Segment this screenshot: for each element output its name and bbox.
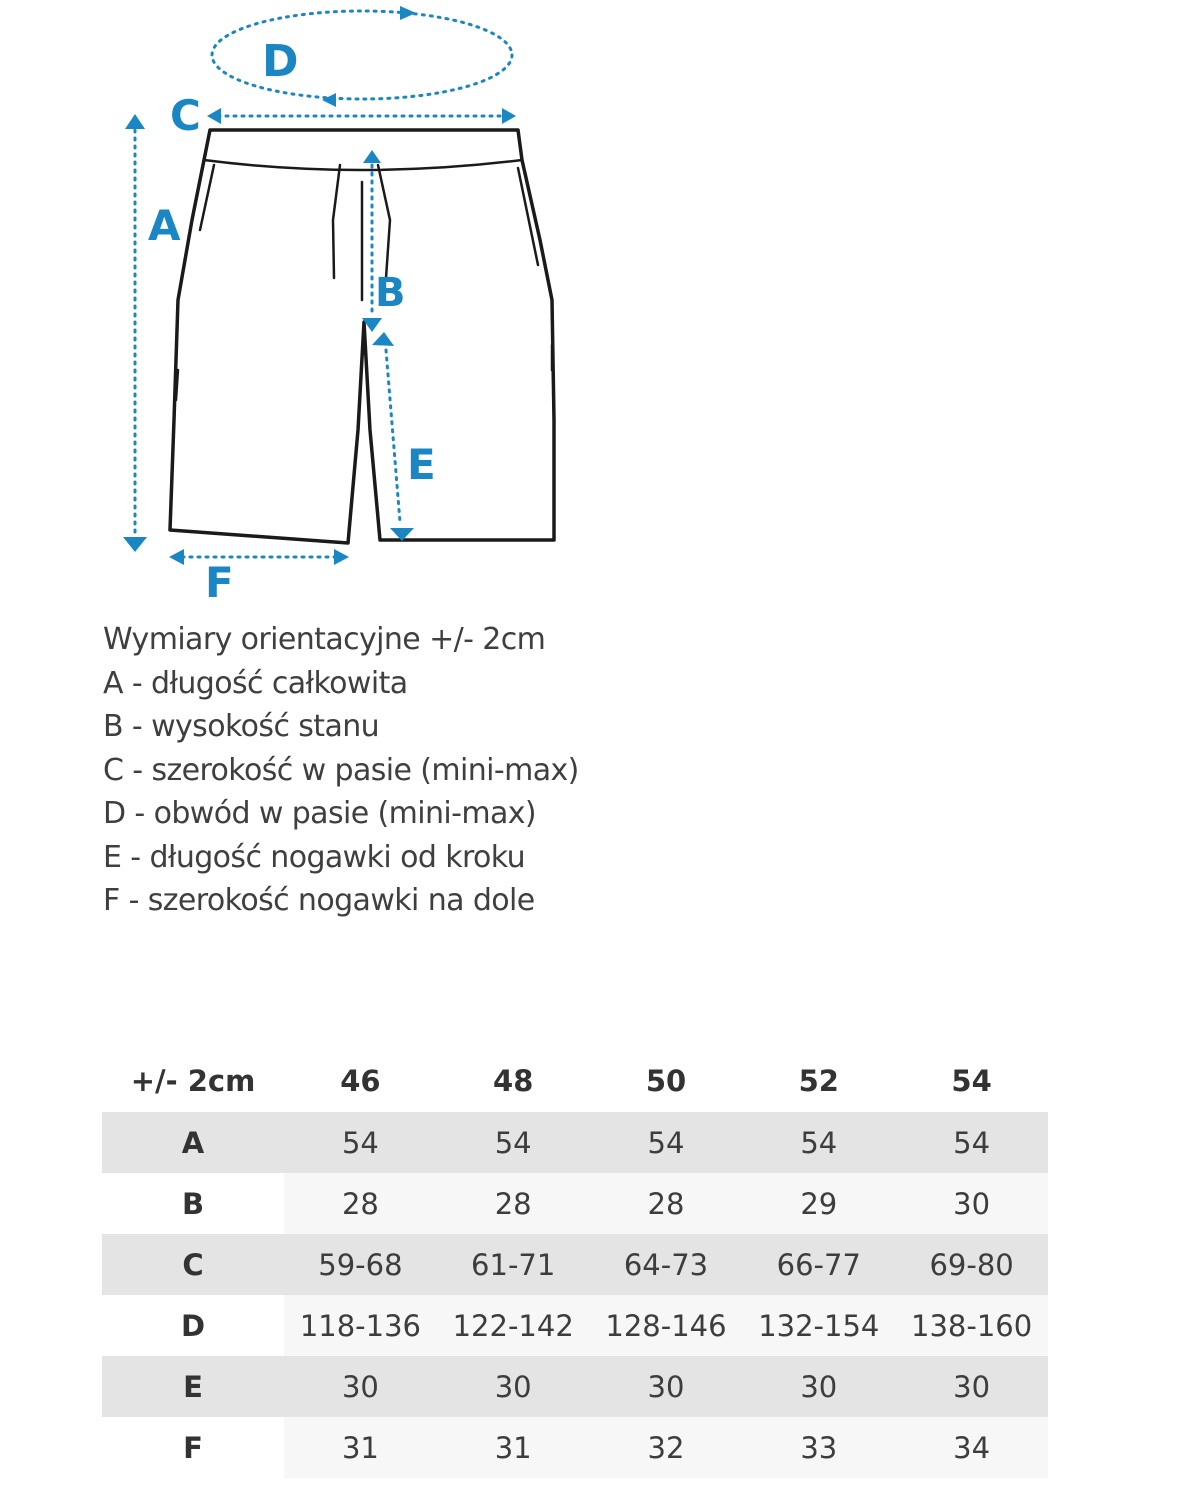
- table-cell: 59-68: [284, 1234, 437, 1295]
- label-e: E: [407, 440, 436, 489]
- label-d: D: [262, 36, 299, 87]
- table-row: [102, 1356, 1048, 1417]
- a-arrow-down-icon: [123, 537, 147, 552]
- corner-header: +/- 2cm: [130, 1064, 256, 1098]
- row-label: C: [102, 1234, 284, 1295]
- size-header: 48: [493, 1064, 534, 1098]
- waistband-line: [204, 160, 522, 170]
- f-arrow-left-icon: [169, 549, 184, 565]
- table-cell: 54: [437, 1112, 590, 1173]
- d-arrow-icon: [322, 93, 336, 107]
- size-header: 52: [798, 1064, 839, 1098]
- table-cell: 132-154: [742, 1295, 895, 1356]
- table-cell: 30: [590, 1356, 743, 1417]
- a-arrow-up-icon: [125, 114, 145, 129]
- row-label: A: [102, 1112, 284, 1173]
- table-cell: 29: [742, 1173, 895, 1234]
- legend-item-d: D - obwód w pasie (mini-max): [103, 796, 537, 831]
- f-arrow-right-icon: [334, 549, 349, 565]
- label-b: B: [375, 270, 406, 316]
- shorts-measurement-diagram: [0, 0, 620, 610]
- table-row: [102, 1173, 1048, 1234]
- table-cell: 28: [437, 1173, 590, 1234]
- row-label: F: [102, 1417, 284, 1478]
- size-table: [102, 1050, 1048, 1478]
- legend-item-e: E - długość nogawki od kroku: [103, 839, 526, 875]
- size-header: 46: [340, 1064, 381, 1098]
- table-cell: 118-136: [284, 1295, 437, 1356]
- e-arrow-up-icon: [372, 332, 394, 346]
- table-row: [102, 1234, 1048, 1295]
- table-cell: 28: [590, 1173, 743, 1234]
- legend-item-c: C - szerokość w pasie (mini-max): [103, 752, 579, 788]
- label-a: A: [148, 201, 181, 250]
- size-header: 54: [951, 1064, 992, 1098]
- table-cell: 30: [437, 1356, 590, 1417]
- size-header: 50: [645, 1064, 687, 1098]
- c-arrow-right-icon: [502, 108, 516, 124]
- legend-title: Wymiary orientacyjne +/- 2cm: [103, 622, 546, 657]
- table-cell: 66-77: [742, 1234, 895, 1295]
- row-label: D: [102, 1295, 284, 1356]
- legend-item-f: F - szerokość nogawki na dole: [103, 883, 535, 918]
- table-cell: 30: [742, 1356, 895, 1417]
- c-arrow-left-icon: [207, 108, 221, 124]
- table-cell: 69-80: [895, 1234, 1048, 1295]
- table-cell: 128-146: [590, 1295, 743, 1356]
- table-cell: 64-73: [590, 1234, 743, 1295]
- table-cell: 54: [284, 1112, 437, 1173]
- table-cell: 31: [284, 1417, 437, 1478]
- label-f: F: [205, 558, 234, 607]
- row-label: B: [102, 1173, 284, 1234]
- table-row: [102, 1295, 1048, 1356]
- table-cell: 138-160: [895, 1295, 1048, 1356]
- drawstring-left: [333, 165, 340, 278]
- table-cell: 61-71: [437, 1234, 590, 1295]
- b-arrow-up-icon: [363, 150, 381, 163]
- table-cell: 30: [895, 1173, 1048, 1234]
- table-cell: 30: [895, 1356, 1048, 1417]
- table-header-row: [102, 1050, 1048, 1112]
- label-c: C: [170, 91, 201, 140]
- table-cell: 54: [742, 1112, 895, 1173]
- table-cell: 30: [284, 1356, 437, 1417]
- table-cell: 122-142: [437, 1295, 590, 1356]
- table-cell: 54: [895, 1112, 1048, 1173]
- table-cell: 33: [742, 1417, 895, 1478]
- waist-circumference-ellipse: [212, 11, 512, 99]
- table-cell: 34: [895, 1417, 1048, 1478]
- table-cell: 28: [284, 1173, 437, 1234]
- d-arrow-icon: [400, 6, 416, 20]
- table-cell: 54: [590, 1112, 743, 1173]
- row-label: E: [102, 1356, 284, 1417]
- inseam-line: [386, 350, 400, 522]
- table-row: [102, 1112, 1048, 1173]
- table-cell: 32: [590, 1417, 743, 1478]
- measurement-legend: [103, 618, 579, 923]
- legend-item-b: B - wysokość stanu: [103, 709, 380, 744]
- drawstring-right: [378, 165, 390, 278]
- table-row: [102, 1417, 1048, 1478]
- legend-item-a: A - długość całkowita: [103, 665, 408, 701]
- table-cell: 31: [437, 1417, 590, 1478]
